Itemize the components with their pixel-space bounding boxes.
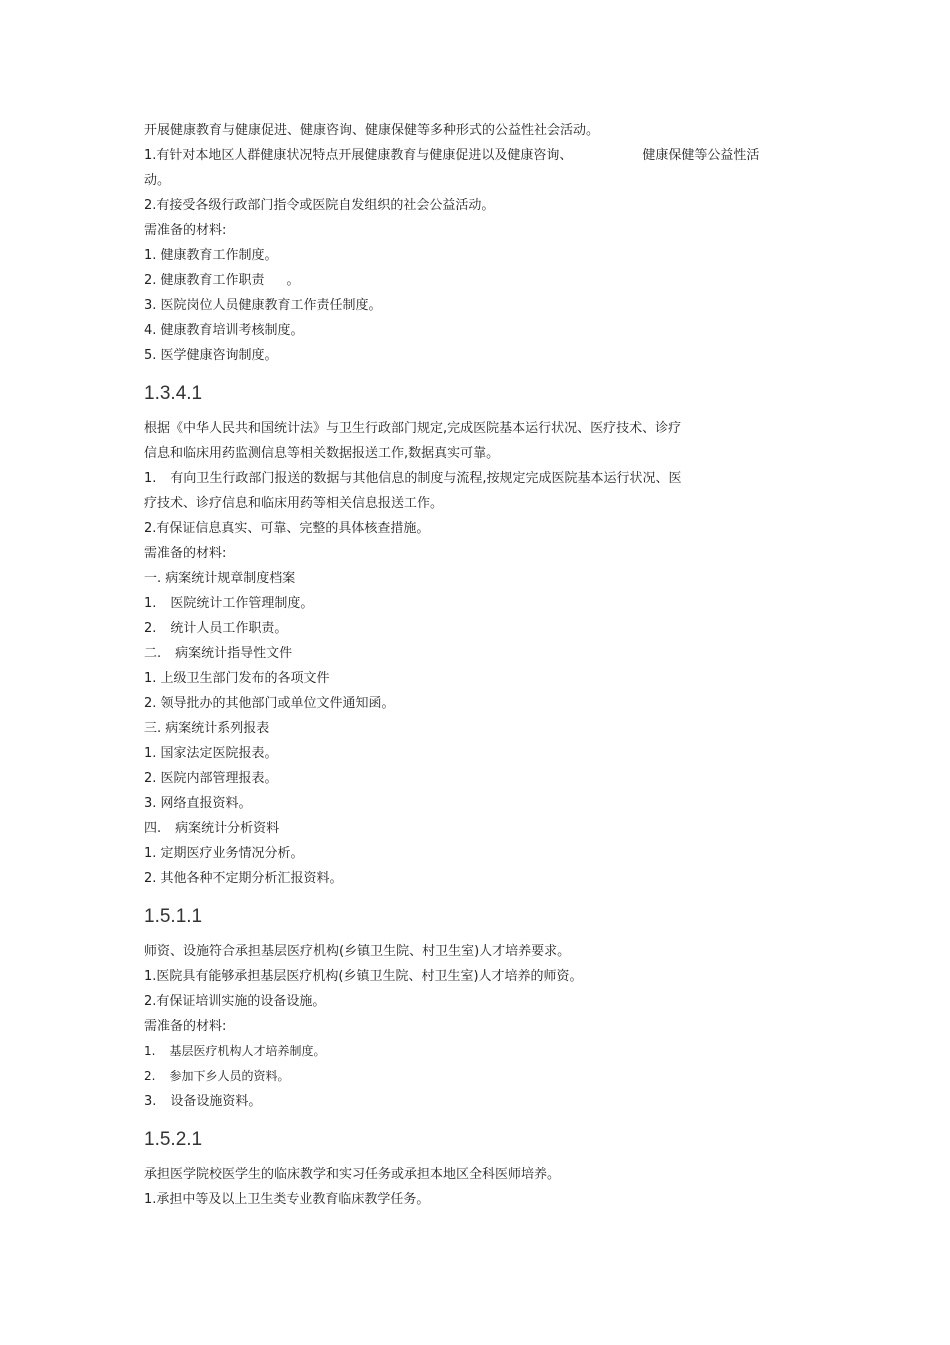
text-span: 二. (144, 646, 162, 661)
list-item (144, 591, 824, 616)
text-span: 2. (144, 1069, 156, 1083)
paragraph: 根据《中华人民共和国统计法》与卫生行政部门规定,完成医院基本运行状况、医疗技术、诊疗 (144, 421, 682, 436)
list-item: 2. 其他各种不定期分析汇报资料。 (144, 871, 343, 886)
section-statistics (144, 416, 824, 891)
section-heading: 1.5.2.1 (144, 1129, 203, 1150)
list-heading (144, 816, 824, 841)
list-heading: 三. 病案统计系列报表 (144, 721, 270, 736)
text-span: 病案统计分析资料 (175, 821, 280, 836)
section-heading: 1.3.4.1 (144, 383, 203, 404)
paragraph: 开展健康教育与健康促进、健康咨询、健康保健等多种形式的公益性社会活动。 (144, 123, 600, 138)
list-item (144, 616, 824, 641)
text-span: 健康保健等公益性活 (642, 148, 760, 163)
text-span: 设备设施资料。 (170, 1094, 262, 1109)
text-span: 3. (144, 1094, 157, 1109)
text-span: 。 (286, 273, 300, 288)
list-item: 1. 健康教育工作制度。 (144, 248, 278, 263)
text-span: 医院统计工作管理制度。 (170, 596, 314, 611)
paragraph: 1.承担中等及以上卫生类专业教育临床教学任务。 (144, 1192, 430, 1207)
paragraph: 需准备的材料: (144, 1019, 227, 1034)
paragraph: 2.有接受各级行政部门指令或医院自发组织的社会公益活动。 (144, 198, 495, 213)
paragraph (144, 466, 824, 491)
list-item (144, 1039, 824, 1064)
text-span: 统计人员工作职责。 (170, 621, 288, 636)
section-health-education (144, 118, 824, 368)
text-span: 1. (144, 471, 157, 486)
paragraph: 疗技术、诊疗信息和临床用药等相关信息报送工作。 (144, 496, 444, 511)
list-item: 2. 医院内部管理报表。 (144, 771, 278, 786)
text-span: 1. (144, 1044, 156, 1058)
text-span: 有向卫生行政部门报送的数据与其他信息的制度与流程,按规定完成医院基本运行状况、医 (170, 471, 682, 486)
list-item: 1. 国家法定医院报表。 (144, 746, 278, 761)
paragraph: 动。 (144, 173, 171, 188)
list-item: 3. 医院岗位人员健康教育工作责任制度。 (144, 298, 382, 313)
text-span: 基层医疗机构人才培养制度。 (169, 1044, 326, 1058)
document-page (144, 118, 824, 1212)
paragraph: 需准备的材料: (144, 223, 227, 238)
section-teaching (144, 1162, 824, 1212)
list-heading (144, 641, 824, 666)
paragraph: 2.有保证培训实施的设备设施。 (144, 994, 326, 1009)
text-span: 四. (144, 821, 162, 836)
paragraph: 信息和临床用药监测信息等相关数据报送工作,数据真实可靠。 (144, 446, 500, 461)
list-heading: 一. 病案统计规章制度档案 (144, 571, 296, 586)
list-item (144, 1089, 824, 1114)
text-span: 2. (144, 621, 157, 636)
paragraph: 2.有保证信息真实、可靠、完整的具体核查措施。 (144, 521, 430, 536)
list-item (144, 268, 824, 293)
text-span: 1.有针对本地区人群健康状况特点开展健康教育与健康促进以及健康咨询、 (144, 148, 573, 163)
list-item: 3. 网络直报资料。 (144, 796, 252, 811)
section-training (144, 939, 824, 1114)
text-span: 病案统计指导性文件 (175, 646, 293, 661)
list-item: 1. 上级卫生部门发布的各项文件 (144, 671, 330, 686)
list-item (144, 1064, 824, 1089)
list-item: 5. 医学健康咨询制度。 (144, 348, 278, 363)
text-span: 2. 健康教育工作职责 (144, 273, 265, 288)
text-span: 参加下乡人员的资料。 (169, 1069, 290, 1083)
list-item: 1. 定期医疗业务情况分析。 (144, 846, 304, 861)
paragraph: 需准备的材料: (144, 546, 227, 561)
text-span: 1. (144, 596, 157, 611)
list-item: 2. 领导批办的其他部门或单位文件通知函。 (144, 696, 395, 711)
paragraph: 师资、设施符合承担基层医疗机构(乡镇卫生院、村卫生室)人才培养要求。 (144, 944, 571, 959)
paragraph: 承担医学院校医学生的临床教学和实习任务或承担本地区全科医师培养。 (144, 1167, 561, 1182)
paragraph (144, 143, 824, 168)
list-item: 4. 健康教育培训考核制度。 (144, 323, 304, 338)
paragraph: 1.医院具有能够承担基层医疗机构(乡镇卫生院、村卫生室)人才培养的师资。 (144, 969, 583, 984)
section-heading: 1.5.1.1 (144, 906, 203, 927)
